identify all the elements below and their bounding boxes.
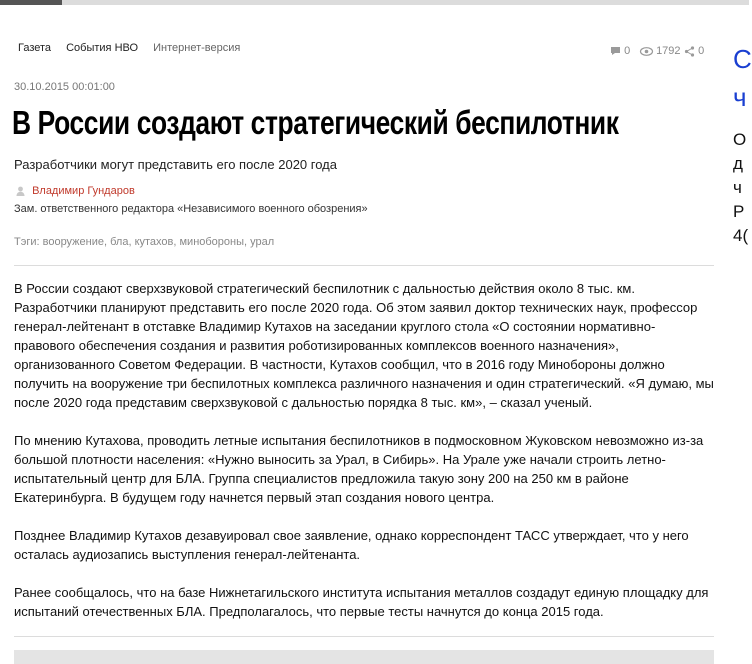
article-title: В России создают стратегический беспилотник (12, 104, 619, 141)
teaser-title-line: ч (733, 82, 747, 112)
paragraph: По мнению Кутахова, проводить летные испытания беспилотников в подмосковном Жуковском невозможно из-за большой плотности населения: «Нужно выносить за Урал, в Сибирь». На Урале уже начали строить летно-испытательный центр для БЛА. Группа специалистов предложила такую зону 200 на 250 км в районе Екатеринбурга. В будущем году начнется первый этап создания нового центра. (14, 433, 704, 505)
article-subtitle: Разработчики могут представить его после 2020 года (14, 157, 337, 172)
nav-item-events[interactable]: События НВО (66, 42, 139, 54)
teaser-text-line: Р (733, 202, 745, 221)
views-stat (640, 45, 681, 57)
eye-icon (640, 47, 653, 56)
teaser-text-line: д (733, 154, 743, 173)
divider-top (14, 265, 714, 266)
teaser-text-line: О (733, 130, 747, 149)
user-icon (16, 186, 25, 196)
nav-item-internet[interactable]: Интернет-версия (153, 42, 241, 54)
top-bar (0, 0, 749, 5)
paragraph: Позднее Владимир Кутахов дезавуировал свое заявление, однако корреспондент ТАСС утверждает, что у него осталась аудиозапись выступления генерал-лейтенанта. (14, 528, 689, 562)
footer-bar (14, 650, 714, 664)
teaser-text-line: ч (733, 178, 742, 197)
comments-stat[interactable] (610, 45, 630, 57)
divider-bottom (14, 636, 714, 637)
author-row (16, 185, 135, 197)
author-link[interactable]: Владимир Гундаров (32, 185, 135, 197)
nav-item-gazeta[interactable]: Газета (18, 42, 52, 54)
top-bar-accent (0, 0, 62, 5)
paragraph: Ранее сообщалось, что на базе Нижнетагильского института испытания металлов создадут единую площадку для испытаний отечественных БЛА. Предполагалось, что первые тесты начнутся до конца 2015 года. (14, 585, 709, 619)
publish-date: 30.10.2015 00:01:00 (14, 81, 115, 93)
comments-count: 0 (624, 45, 631, 57)
tags-list[interactable]: вооружение, бла, кутахов, минобороны, урал (42, 236, 275, 248)
author-position: Зам. ответственного редактора «Независимого военного обозрения» (14, 203, 368, 215)
shares-stat[interactable] (684, 45, 704, 57)
teaser-title-line: С (733, 44, 752, 74)
teaser-text-line: 4( (733, 226, 749, 245)
right-column-teaser[interactable] (733, 40, 752, 248)
paragraph: В России создают сверхзвуковой стратегический беспилотник с дальностью действия около 8 тыс. км. Разработчики планируют представить его после 2020 года. Об этом заявил доктор технических наук, профессор генерал-лейтенант в отставке Владимир Кутахов на заседании круглого стола «О состоянии нормативно-правового обеспечения создания и развития роботизированных комплексов военного назначения», организованного Советом Федерации. В частности, Кутахов сообщил, что в 2016 году Минобороны должно получить на вооружение три беспилотных комплекса различного назначения и один стратегический. «Я думаю, мы после 2020 года представим сверхзвуковой с дальностью порядка 8 тыс. км», – сказал ученый. (14, 281, 714, 410)
article-body (14, 279, 714, 640)
tags-label: Тэги: (14, 236, 40, 248)
shares-count: 0 (698, 45, 705, 57)
tags-row (14, 236, 274, 248)
share-icon (684, 46, 695, 57)
comment-icon (610, 46, 621, 56)
section-nav (18, 42, 252, 54)
views-count: 1792 (656, 45, 681, 57)
